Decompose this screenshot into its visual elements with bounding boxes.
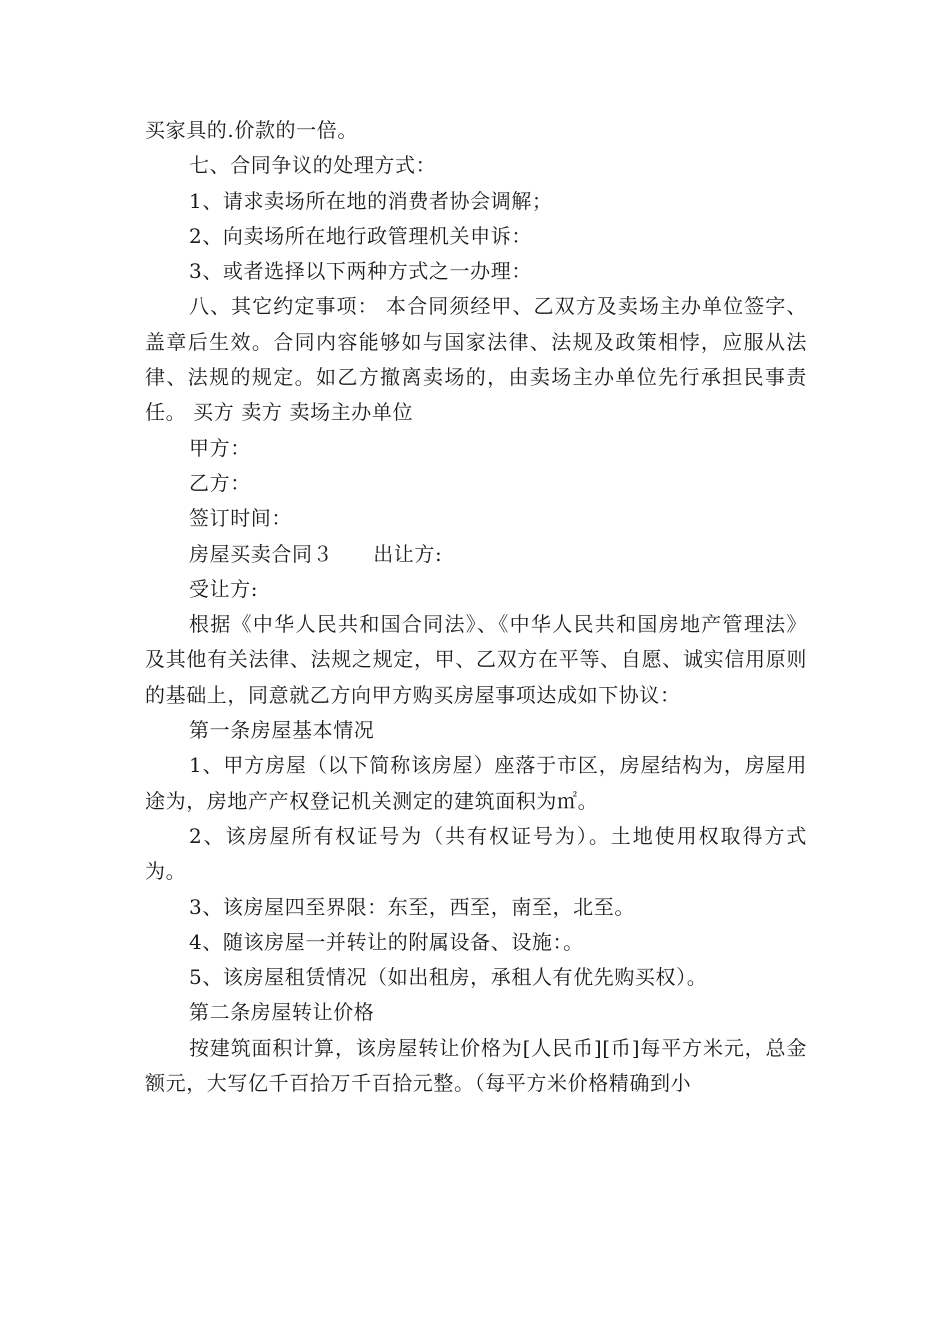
paragraph: 七、合同争议的处理方式： (189, 153, 437, 178)
paragraph: 5、该房屋租赁情况（如出租房，承租人有优先购买权）。 (189, 965, 708, 990)
paragraph: 3、该房屋四至界限：东至，西至，南至，北至。 (189, 894, 635, 919)
transferee-label: 受让方: (189, 576, 259, 601)
signature-line-party-b: 乙方： (189, 470, 251, 495)
signing-date-line: 签订时间： (189, 506, 292, 531)
section-heading: 第一条房屋基本情况 (189, 718, 375, 743)
paragraph: 按建筑面积计算，该房屋转让价格为[人民币][币]每平方米元，总金额元，大写亿千百拾万千百拾元整。（每平方米价格精确到小 (145, 1035, 807, 1096)
signature-line-party-a: 甲方： (189, 435, 251, 460)
section-heading: 第二条房屋转让价格 (189, 1000, 375, 1025)
paragraph: 1、请求卖场所在地的消费者协会调解； (189, 188, 553, 213)
paragraph: 买家具的.价款的一倍。 (145, 118, 358, 142)
transferor-label: 出让方: (373, 541, 443, 566)
document-body (145, 113, 807, 1101)
contract-title: 房屋买卖合同３ (189, 541, 334, 566)
paragraph: 八、其它约定事项： 本合同须经甲、乙双方及卖场主办单位签字、盖章后生效。合同内容能够如与国家法律、法规及政策相悖，应服从法律、法规的规定。如乙方撤离卖场的，由卖场主办单位先行承担民事责任。 买方 卖方 卖场主办单位 (145, 294, 807, 425)
paragraph: 3、或者选择以下两种方式之一办理： (189, 259, 532, 284)
paragraph: 根据《中华人民共和国合同法》、《中华人民共和国房地产管理法》及其他有关法律、法规之规定，甲、乙双方在平等、自愿、诚实信用原则的基础上，同意就乙方向甲方购买房屋事项达成如下协议： (145, 612, 807, 707)
contract-heading-line (145, 537, 807, 572)
paragraph: 4、随该房屋一并转让的附属设备、设施：。 (189, 929, 584, 954)
paragraph: 1、甲方房屋（以下简称该房屋）座落于市区，房屋结构为，房屋用途为，房地产产权登记机关测定的建筑面积为㎡。 (145, 753, 807, 813)
paragraph: 2、该房屋所有权证号为（共有权证号为）。土地使用权取得方式为。 (145, 823, 807, 884)
paragraph: 2、向卖场所在地行政管理机关申诉： (189, 223, 532, 248)
